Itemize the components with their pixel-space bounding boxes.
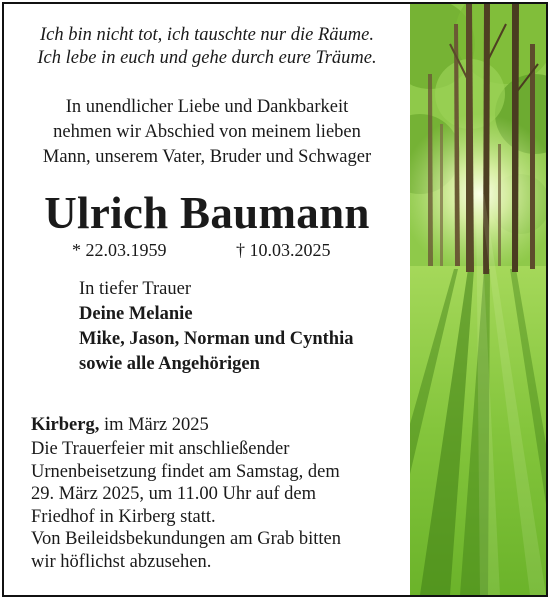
- text-column: [4, 4, 410, 595]
- place-date: [31, 413, 406, 438]
- deceased-name: Ulrich Baumann: [44, 188, 370, 238]
- mourners: [79, 277, 409, 377]
- intro-line-1: In unendlicher Liebe und Dankbarkeit: [65, 97, 349, 117]
- intro-text: [4, 95, 410, 170]
- poem: [4, 24, 410, 70]
- poem-line-1: Ich bin nicht tot, ich tauschte nur die Räume.: [40, 25, 374, 45]
- mourners-lead: In tiefer Trauer: [79, 279, 191, 299]
- death-date: † 10.03.2025: [236, 240, 331, 260]
- mourner-wife: Deine Melanie: [79, 304, 193, 324]
- mourner-relatives: sowie alle Angehörigen: [79, 354, 260, 374]
- place-name: Kirberg,: [31, 415, 100, 435]
- life-dates: [72, 240, 372, 264]
- funeral-info: [31, 438, 409, 573]
- funeral-line-5: Von Beileidsbekundungen am Grab bitten: [31, 529, 341, 549]
- notice-date: im März 2025: [99, 415, 209, 435]
- funeral-line-6: wir höflichst abzusehen.: [31, 551, 212, 572]
- intro-line-3: Mann, unserem Vater, Bruder und Schwager: [42, 147, 372, 167]
- mourner-children: Mike, Jason, Norman und Cynthia: [79, 329, 354, 349]
- poem-line-2: Ich lebe in euch und gehe durch eure Träume.: [37, 48, 377, 68]
- forest-photo: [410, 4, 546, 595]
- birth-date: * 22.03.1959: [72, 240, 167, 260]
- funeral-line-1: Die Trauerfeier mit anschließender: [31, 439, 290, 459]
- funeral-line-4: Friedhof in Kirberg statt.: [31, 506, 216, 527]
- forest-image: [410, 4, 546, 595]
- funeral-line-2: Urnenbeisetzung findet am Samstag, dem: [31, 461, 340, 482]
- obituary-notice: [2, 2, 548, 597]
- funeral-line-3: 29. März 2025, um 11.00 Uhr auf dem: [31, 484, 316, 504]
- intro-line-2: nehmen wir Abschied von meinem lieben: [53, 122, 361, 142]
